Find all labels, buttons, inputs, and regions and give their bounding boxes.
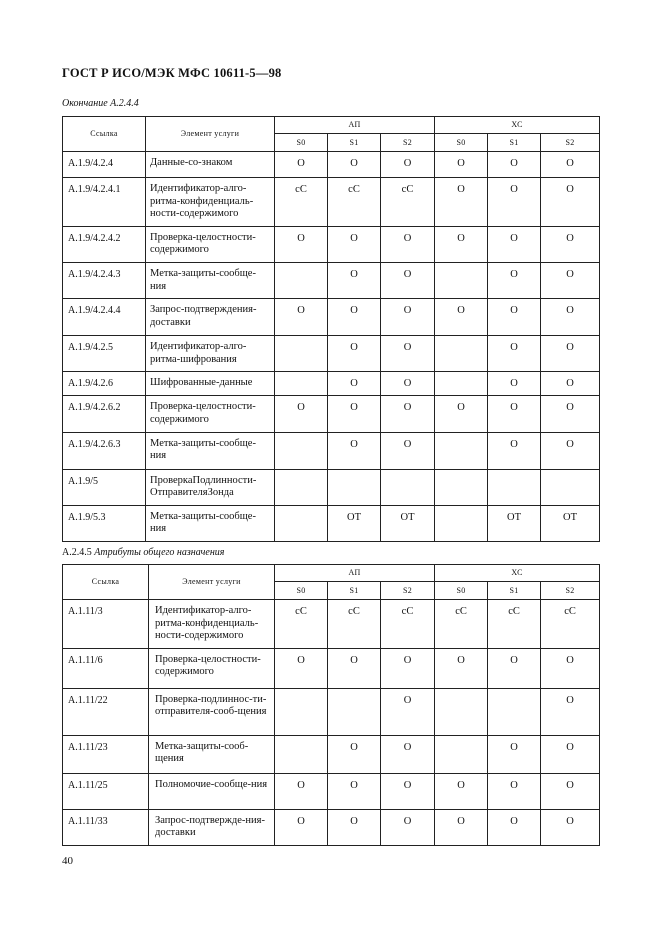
value-cell: O [275,773,328,809]
value-cell: O [275,299,328,336]
element-cell: Метка-защиты-сообще-ния [146,262,275,298]
ref-cell: A.1.9/5 [63,469,146,505]
ref-cell: A.1.9/4.2.6.2 [63,396,146,432]
value-cell: O [541,336,600,372]
element-cell: Запрос-подтвержде-ния-доставки [149,809,275,845]
col-header-ap: АП [275,117,435,134]
table1-caption: Окончание А.2.4.4 [62,98,139,109]
value-cell [275,469,328,505]
value-cell: OT [541,505,600,541]
document-header: ГОСТ Р ИСО/МЭК МФС 10611-5—98 [62,66,282,80]
value-cell: cC [435,600,488,649]
value-cell [435,432,488,469]
table-row [63,226,600,262]
element-cell: Проверка-подлиннос-ти-отправителя-сооб-щения [149,688,275,735]
value-cell: cC [381,600,435,649]
ref-cell: A.1.9/5.3 [63,505,146,541]
subcol-header: S2 [541,134,600,152]
ref-cell: A.1.11/33 [63,809,149,845]
value-cell: O [381,735,435,773]
value-cell: O [541,152,600,178]
value-cell: O [435,226,488,262]
value-cell: O [541,809,600,845]
value-cell: O [381,152,435,178]
value-cell: O [541,648,600,688]
ref-cell: A.1.9/4.2.4 [63,152,146,178]
subcol-header: S0 [275,134,328,152]
value-cell: O [488,226,541,262]
ref-cell: A.1.9/4.2.4.1 [63,178,146,227]
value-cell [275,505,328,541]
value-cell: O [541,299,600,336]
value-cell: O [435,396,488,432]
ref-cell: A.1.9/4.2.4.3 [63,262,146,298]
col-header-ref: Ссылка [63,117,146,152]
value-cell: O [328,299,381,336]
table-row [63,178,600,227]
value-cell: O [435,773,488,809]
value-cell [488,688,541,735]
value-cell: O [435,299,488,336]
value-cell: O [381,336,435,372]
value-cell: O [275,648,328,688]
element-cell: Шифрованные-данные [146,372,275,396]
table-row [63,688,600,735]
value-cell: O [381,262,435,298]
col-header-xc: ХС [435,117,600,134]
value-cell: O [541,178,600,227]
value-cell [275,262,328,298]
value-cell: O [328,809,381,845]
value-cell: cC [381,178,435,227]
ref-cell: A.1.9/4.2.4.4 [63,299,146,336]
value-cell: O [488,648,541,688]
element-cell: Идентификатор-алго-ритма-конфиденциаль-ности-содержимого [146,178,275,227]
value-cell: O [328,152,381,178]
value-cell: O [328,773,381,809]
value-cell: O [435,152,488,178]
value-cell [275,735,328,773]
value-cell: O [275,226,328,262]
value-cell [541,469,600,505]
subcol-header: S2 [541,582,600,600]
table-row [63,648,600,688]
value-cell: O [328,735,381,773]
subcol-header: S1 [488,582,541,600]
col-header-ref: Ссылка [63,565,149,600]
element-cell: ПроверкаПодлинности-ОтправителяЗонда [146,469,275,505]
element-cell: Метка-защиты-сооб-щения [149,735,275,773]
element-cell: Проверка-целостности-содержимого [146,226,275,262]
table2-caption: А.2.4.5 Атрибуты общего назначения [62,547,225,558]
subcol-header: S1 [488,134,541,152]
value-cell [275,688,328,735]
value-cell: cC [328,600,381,649]
value-cell: O [328,372,381,396]
value-cell: O [328,432,381,469]
table-row [63,299,600,336]
table-row [63,432,600,469]
value-cell [275,336,328,372]
value-cell: O [541,688,600,735]
subcol-header: S2 [381,582,435,600]
element-cell: Идентификатор-алго-ритма-шифрования [146,336,275,372]
value-cell: O [328,226,381,262]
value-cell: OT [381,505,435,541]
subcol-header: S0 [435,134,488,152]
value-cell [435,505,488,541]
table-row [63,735,600,773]
value-cell: O [488,178,541,227]
value-cell: O [328,262,381,298]
table-a245 [62,564,600,846]
ref-cell: A.1.11/23 [63,735,149,773]
table-row [63,773,600,809]
value-cell: O [541,226,600,262]
value-cell: O [381,372,435,396]
table-row [63,469,600,505]
value-cell: O [435,648,488,688]
page-number: 40 [62,855,73,867]
value-cell: O [488,372,541,396]
value-cell: O [541,735,600,773]
value-cell: cC [275,600,328,649]
value-cell: O [328,396,381,432]
value-cell: O [541,396,600,432]
value-cell: O [541,372,600,396]
value-cell: cC [328,178,381,227]
value-cell [381,469,435,505]
value-cell: O [488,152,541,178]
element-cell: Данные-со-знаком [146,152,275,178]
element-cell: Запрос-подтверждения-доставки [146,299,275,336]
value-cell: cC [541,600,600,649]
table-row [63,372,600,396]
value-cell: O [381,688,435,735]
value-cell: O [275,152,328,178]
table-a244-end [62,116,600,542]
value-cell: O [488,735,541,773]
ref-cell: A.1.9/4.2.6.3 [63,432,146,469]
element-cell: Проверка-целостности-содержимого [146,396,275,432]
value-cell: O [275,809,328,845]
subcol-header: S1 [328,582,381,600]
table-row [63,396,600,432]
element-cell: Проверка-целостности-содержимого [149,648,275,688]
value-cell: O [488,262,541,298]
value-cell [275,372,328,396]
value-cell [435,688,488,735]
table-row [63,262,600,298]
value-cell: O [541,432,600,469]
ref-cell: A.1.9/4.2.4.2 [63,226,146,262]
value-cell [328,688,381,735]
element-cell: Метка-защиты-сообще-ния [146,505,275,541]
value-cell: cC [488,600,541,649]
table-row [63,600,600,649]
value-cell: O [488,299,541,336]
value-cell: O [488,809,541,845]
value-cell: O [381,432,435,469]
value-cell: O [328,336,381,372]
value-cell: O [381,773,435,809]
col-header-element: Элемент услуги [146,117,275,152]
element-cell: Идентификатор-алго-ритма-конфиденциаль-ности-содержимого [149,600,275,649]
value-cell [435,262,488,298]
element-cell: Метка-защиты-сообще-ния [146,432,275,469]
value-cell: O [275,396,328,432]
value-cell: O [381,809,435,845]
value-cell: O [435,809,488,845]
ref-cell: A.1.9/4.2.5 [63,336,146,372]
value-cell: O [381,299,435,336]
table-row [63,809,600,845]
subcol-header: S2 [381,134,435,152]
value-cell [275,432,328,469]
value-cell: OT [488,505,541,541]
value-cell: O [488,432,541,469]
col-header-element: Элемент услуги [149,565,275,600]
value-cell: O [435,178,488,227]
value-cell: O [541,773,600,809]
ref-cell: A.1.9/4.2.6 [63,372,146,396]
value-cell [435,372,488,396]
value-cell: O [381,226,435,262]
value-cell: O [328,648,381,688]
value-cell: O [381,648,435,688]
table-row [63,336,600,372]
subcol-header: S1 [328,134,381,152]
value-cell: O [488,336,541,372]
value-cell: cC [275,178,328,227]
table-row [63,152,600,178]
ref-cell: A.1.11/25 [63,773,149,809]
subcol-header: S0 [435,582,488,600]
value-cell: O [488,396,541,432]
value-cell [435,469,488,505]
col-header-xc: ХС [435,565,600,582]
ref-cell: A.1.11/6 [63,648,149,688]
subcol-header: S0 [275,582,328,600]
value-cell [435,336,488,372]
table-row [63,505,600,541]
element-cell: Полномочие-сообще-ния [149,773,275,809]
ref-cell: A.1.11/22 [63,688,149,735]
value-cell: OT [328,505,381,541]
value-cell [435,735,488,773]
value-cell: O [381,396,435,432]
value-cell: O [488,773,541,809]
col-header-ap: АП [275,565,435,582]
value-cell: O [541,262,600,298]
value-cell [488,469,541,505]
value-cell [328,469,381,505]
ref-cell: A.1.11/3 [63,600,149,649]
